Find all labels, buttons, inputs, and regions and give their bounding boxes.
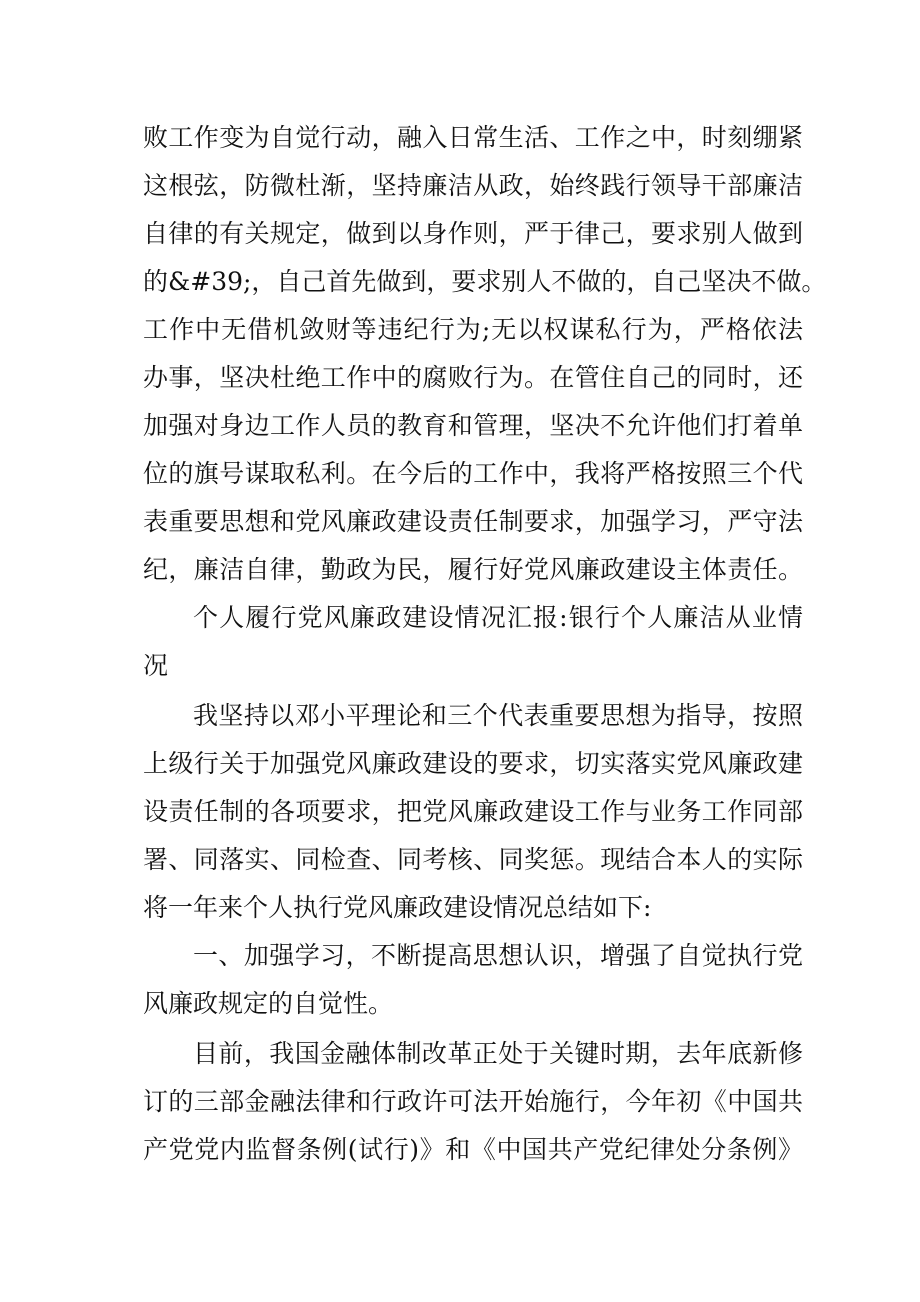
text-line: 订的三部金融法律和行政许可法开始施行，今年初《中国共 (143, 1087, 803, 1116)
text-line: 这根弦，防微杜渐，坚持廉洁从政，始终践行领导干部廉洁 (143, 171, 803, 200)
text-line: 纪，廉洁自律，勤政为民，履行好党风廉政建设主体责任。 (143, 555, 803, 584)
text-line: 风廉政规定的自觉性。 (143, 989, 394, 1018)
text-line: 自律的有关规定，做到以身作则，严于律己，要求别人做到 (143, 219, 803, 248)
text-line: 一、加强学习，不断提高思想认识，增强了自觉执行党 (193, 941, 803, 970)
text-line: 目前，我国金融体制改革正处于关键时期，去年底新修 (193, 1039, 803, 1068)
text-line: 将一年来个人执行党风廉政建设情况总结如下: (143, 893, 652, 922)
text-line: 我坚持以邓小平理论和三个代表重要思想为指导，按照 (193, 701, 803, 730)
text-line: 位的旗号谋取私利。在今后的工作中，我将严格按照三个代 (143, 459, 803, 488)
text-line: 产党党内监督条例(试行)》和《中国共产党纪律处分条例》 (143, 1135, 803, 1164)
text-line: 设责任制的各项要求，把党风廉政建设工作与业务工作同部 (143, 797, 803, 826)
section-heading-line: 个人履行党风廉政建设情况汇报:银行个人廉洁从业情 (193, 603, 803, 632)
text-line: 的&#39;，自己首先做到，要求别人不做的，自己坚决不做。 (143, 267, 827, 296)
text-line: 加强对身边工作人员的教育和管理，坚决不允许他们打着单 (143, 411, 803, 440)
section-heading-line: 况 (143, 651, 169, 680)
text-line: 上级行关于加强党风廉政建设的要求，切实落实党风廉政建 (143, 749, 803, 778)
text-line: 败工作变为自觉行动，融入日常生活、工作之中，时刻绷紧 (143, 123, 803, 152)
text-line: 工作中无借机敛财等违纪行为;无以权谋私行为，严格依法 (143, 315, 803, 344)
text-line: 表重要思想和党风廉政建设责任制要求，加强学习，严守法 (143, 507, 803, 536)
text-line: 办事，坚决杜绝工作中的腐败行为。在管住自己的同时，还 (143, 363, 803, 392)
text-line: 署、同落实、同检查、同考核、同奖惩。现结合本人的实际 (143, 845, 803, 874)
